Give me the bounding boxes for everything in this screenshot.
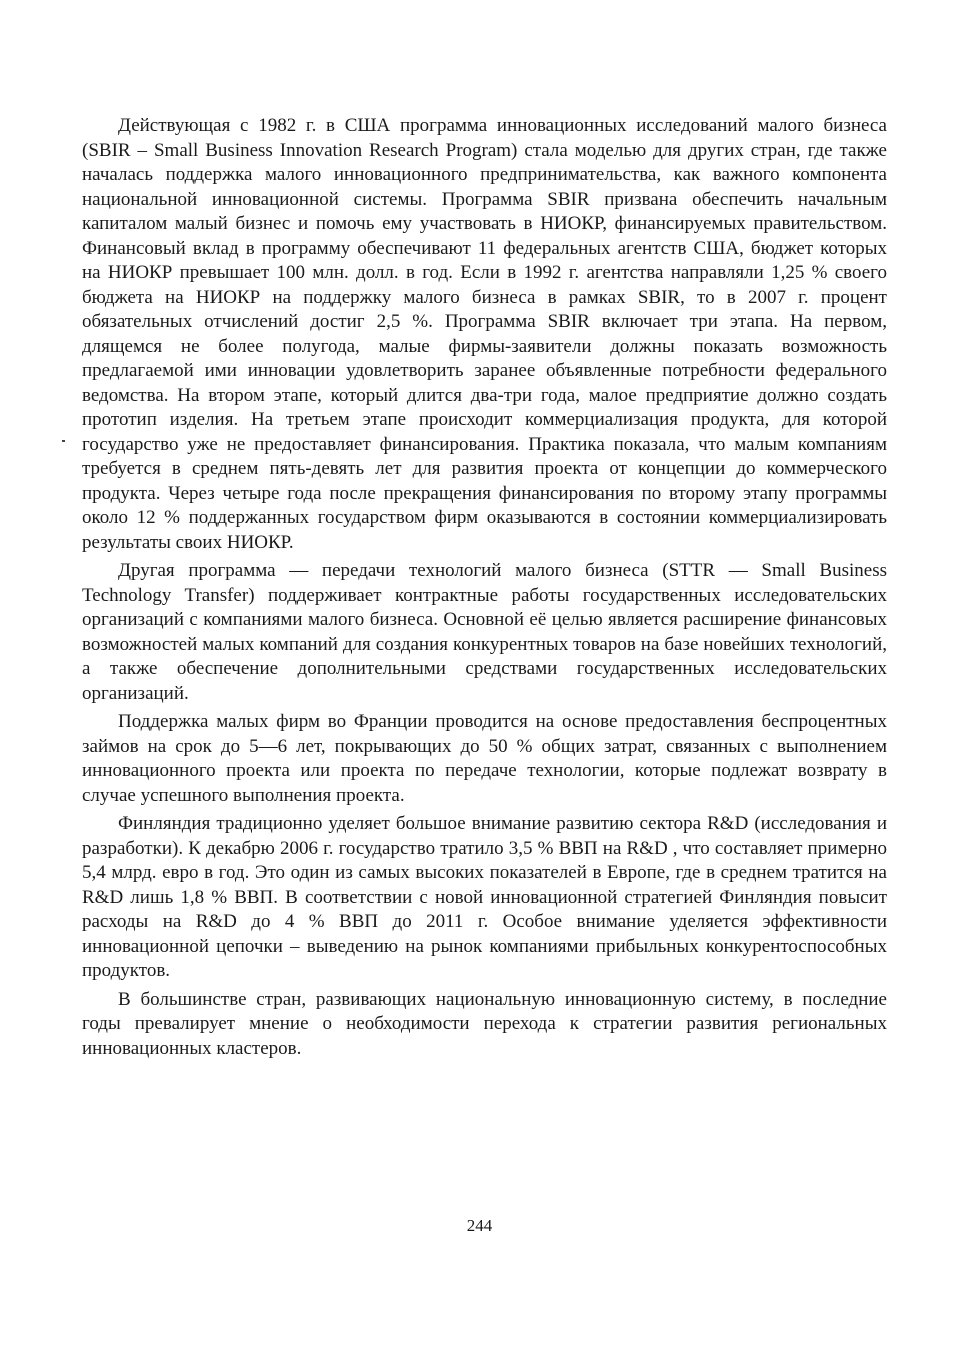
paragraph-france: Поддержка малых фирм во Франции проводится на основе предоставления беспроцентных займов на срок до 5—6 лет, покрывающих до 50 % общих затрат, связанных с выполнением инновационного проекта или проекта по передаче технологии, которые подлежат возврату в случае успешного выполнения проекта. [82,711,887,806]
paragraph-sttr: Другая программа — передачи технологий малого бизнеса (STTR — Small Business Technology Transfer) поддерживает контрактные работы государственных исследовательских организаций с компаниями малого бизнеса. Основной её целью является расширение финансовых возможностей малых компаний для создания конкурентных товаров на базе новейших технологий, а также обеспечение дополнительными средствами государственных исследовательских организаций. [82,560,887,704]
paragraph-sbir: Действующая с 1982 г. в США программа инновационных исследований малого бизнеса (SBIR – Small Business Innovation Research Program) стала моделью для других стран, где также началась поддержка малого инновационного предпринимательства, как важного компонента национальной инновационной системы. Программа SBIR призвана обеспечить начальным капиталом малый бизнес и помочь ему участвовать в НИОКР, финансируемых правительством. Финансовый вклад в программу обеспечивают 11 федеральных агентств США, бюджет которых на НИОКР превышает 100 млн. долл. в год. Если в 1992 г. агентства направляли 1,25 % своего бюджета на НИОКР на поддержку малого бизнеса в рамках SBIR, то в 2007 г. процент обязательных отчислений достиг 2,5 %. Программа SBIR включает три этапа. На первом, длящемся не более полугода, малые фирмы-заявители должны показать возможность предлагаемой ими инновации удовлетворить заранее объявленные потребности федерального ведомства. На втором этапе, который длится два-три года, малое предприятие должно создать прототип изделия. На третьем этапе происходит коммерциализация продукта, для которой государство уже не предоставляет финансирования. Практика показала, что малым компаниям требуется в среднем пять-девять лет для развития проекта от концепции до коммерческого продукта. Через четыре года после прекращения финансирования по второму этапу программы около 12 % поддержанных государством фирм оказываются в состоянии коммерциализировать результаты своих НИОКР. [82,115,887,553]
page-number: 244 [466,1216,493,1235]
scan-artifact [62,440,65,442]
paragraph-clusters: В большинстве стран, развивающих национальную инновационную систему, в последние годы превалирует мнение о необходимости перехода к стратегии развития региональных инновационных кластеров. [82,988,887,1059]
paragraph-finland: Финляндия традиционно уделяет большое внимание развитию сектора R&D (исследования и разработки). К декабрю 2006 г. государство тратило 3,5 % ВВП на R&D , что составляет примерно 5,4 млрд. евро в год. Это один из самых высоких показателей в Европе, где в среднем тратится на R&D лишь 1,8 % ВВП. В соответствии с новой инновационной стратегией Финляндия повысит расходы на R&D до 4 % ВВП до 2011 г. Особое внимание уделяется эффективности инновационной цепочки – выведению на рынок компаниями прибыльных конкурентоспособных продуктов. [82,813,887,981]
body-text [82,114,887,1061]
